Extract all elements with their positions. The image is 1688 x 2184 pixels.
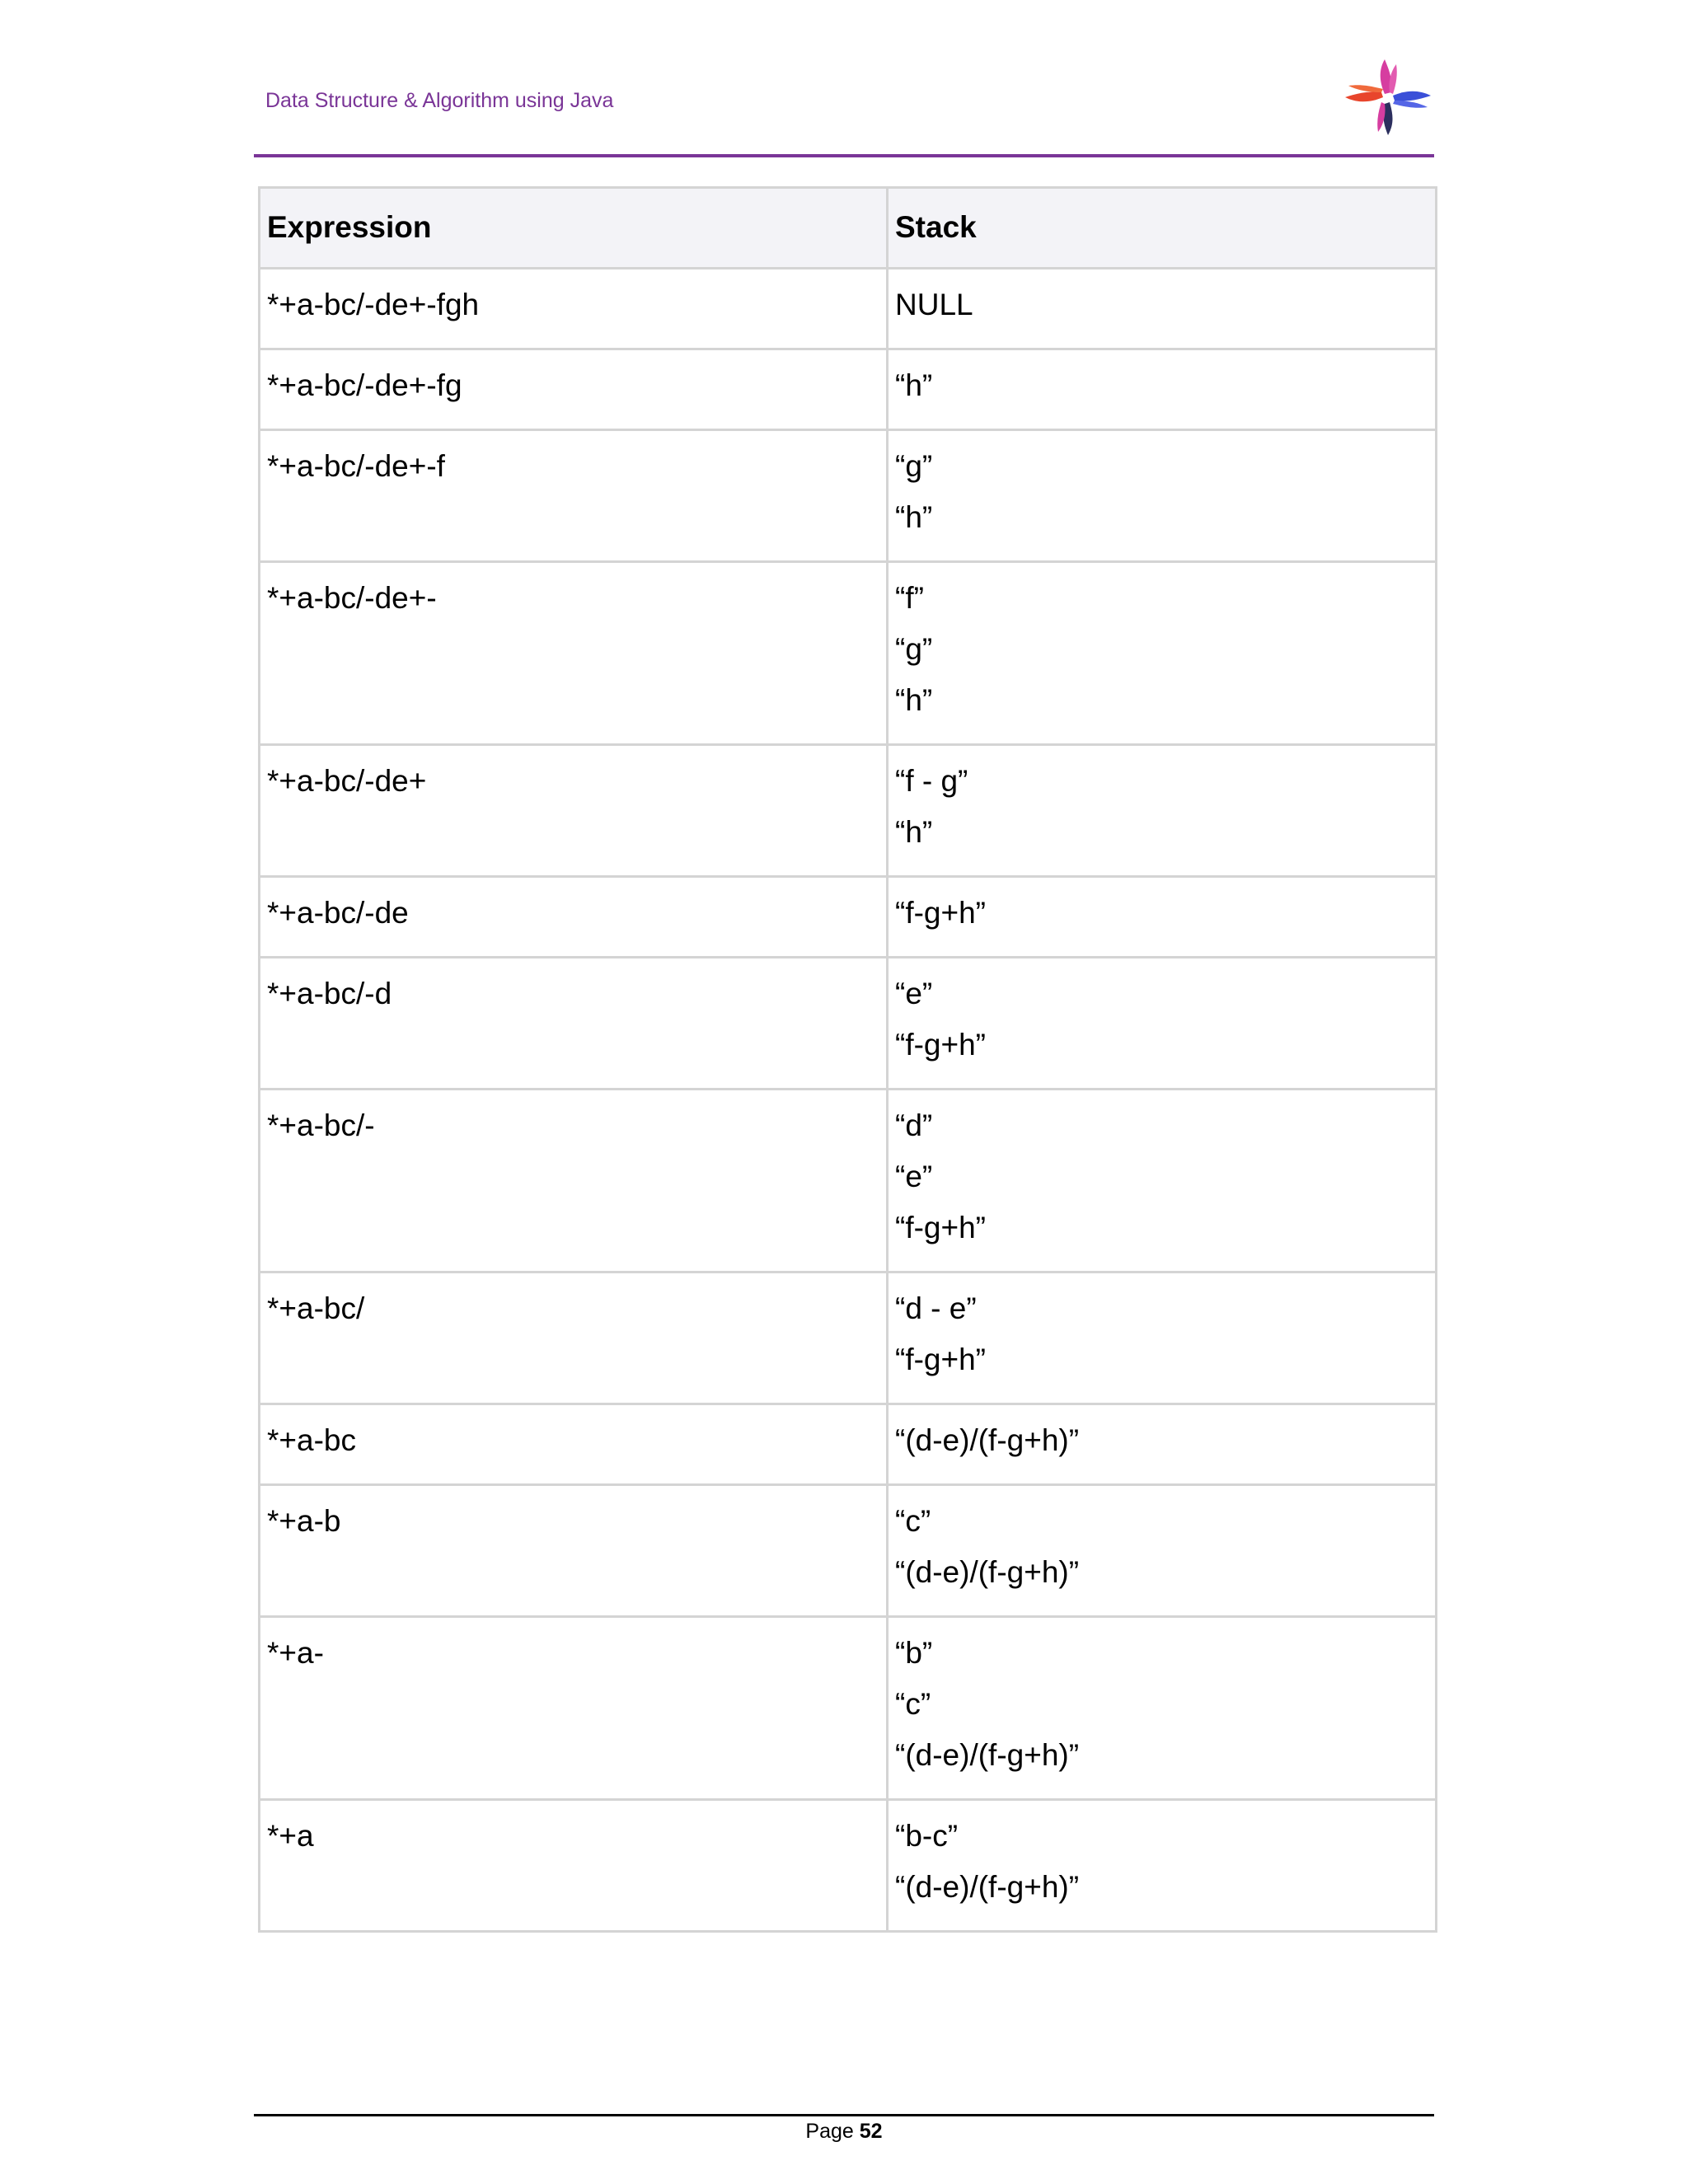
expression-cell bbox=[260, 745, 888, 877]
stack-entry: “f-g+h” bbox=[895, 1028, 987, 1062]
expression-text: *+a- bbox=[267, 1636, 324, 1670]
expression-cell bbox=[260, 1272, 888, 1404]
expression-text: *+a-bc/- bbox=[267, 1108, 375, 1142]
stack-entry: NULL bbox=[895, 288, 973, 321]
stack-cell bbox=[888, 1617, 1437, 1800]
stack-cell bbox=[888, 269, 1437, 349]
stack-entry: “(d-e)/(f-g+h)” bbox=[895, 1738, 1080, 1772]
expression-cell bbox=[260, 877, 888, 958]
stack-entry: “b” bbox=[895, 1636, 933, 1670]
document-header-title: Data Structure & Algorithm using Java bbox=[265, 89, 614, 112]
expression-cell bbox=[260, 1617, 888, 1800]
stack-entry: “e” bbox=[895, 1160, 933, 1193]
expression-cell bbox=[260, 1485, 888, 1617]
table-row bbox=[260, 877, 1437, 958]
stack-entry: “d - e” bbox=[895, 1291, 977, 1325]
stack-entry: “(d-e)/(f-g+h)” bbox=[895, 1423, 1080, 1457]
expression-text: *+a-bc bbox=[267, 1423, 356, 1457]
expression-cell bbox=[260, 958, 888, 1090]
stack-entry: “h” bbox=[895, 500, 933, 534]
table-row bbox=[260, 1617, 1437, 1800]
stack-entry: “f - g” bbox=[895, 764, 968, 798]
table-row bbox=[260, 1090, 1437, 1272]
stack-entry: “h” bbox=[895, 815, 933, 849]
stack-entry: “f” bbox=[895, 581, 924, 615]
stack-entry: “(d-e)/(f-g+h)” bbox=[895, 1555, 1080, 1589]
table-row bbox=[260, 269, 1437, 349]
stack-cell bbox=[888, 958, 1437, 1090]
expression-text: *+a-bc/-de+-f bbox=[267, 449, 445, 483]
expression-text: *+a-bc/-d bbox=[267, 977, 392, 1010]
expression-text: *+a-bc/-de+-fgh bbox=[267, 288, 480, 321]
expression-text: *+a-bc/-de bbox=[267, 896, 409, 930]
expression-stack-table bbox=[258, 186, 1437, 1933]
stack-cell bbox=[888, 877, 1437, 958]
header-divider bbox=[254, 154, 1434, 157]
expression-text: *+a-bc/-de+-fg bbox=[267, 368, 462, 402]
page-label: Page bbox=[805, 2120, 854, 2143]
stack-cell bbox=[888, 349, 1437, 430]
stack-cell bbox=[888, 562, 1437, 745]
stack-entry: “d” bbox=[895, 1108, 933, 1142]
stack-cell bbox=[888, 1090, 1437, 1272]
stack-entry: “h” bbox=[895, 683, 933, 717]
column-header-stack: Stack bbox=[888, 188, 1437, 269]
expression-text: *+a bbox=[267, 1819, 314, 1853]
stack-entry: “c” bbox=[895, 1687, 931, 1721]
stack-cell bbox=[888, 1800, 1437, 1932]
table-row bbox=[260, 1272, 1437, 1404]
stack-entry: “g” bbox=[895, 632, 933, 666]
table-row bbox=[260, 1485, 1437, 1617]
stack-entry: “f-g+h” bbox=[895, 1211, 987, 1244]
table-row bbox=[260, 958, 1437, 1090]
table-row bbox=[260, 745, 1437, 877]
expression-cell bbox=[260, 269, 888, 349]
expression-cell bbox=[260, 1800, 888, 1932]
table-body bbox=[260, 269, 1437, 1932]
stack-entry: “b-c” bbox=[895, 1819, 959, 1853]
pinwheel-logo-icon bbox=[1342, 53, 1437, 138]
stack-entry: “(d-e)/(f-g+h)” bbox=[895, 1870, 1080, 1904]
table-row bbox=[260, 349, 1437, 430]
stack-entry: “f-g+h” bbox=[895, 896, 987, 930]
expression-text: *+a-b bbox=[267, 1504, 341, 1538]
stack-cell bbox=[888, 1404, 1437, 1485]
page-footer bbox=[0, 2120, 1688, 2144]
expression-cell bbox=[260, 349, 888, 430]
stack-cell bbox=[888, 1272, 1437, 1404]
expression-cell bbox=[260, 1404, 888, 1485]
stack-entry: “e” bbox=[895, 977, 933, 1010]
expression-cell bbox=[260, 562, 888, 745]
stack-entry: “c” bbox=[895, 1504, 931, 1538]
stack-entry: “h” bbox=[895, 368, 933, 402]
table-row bbox=[260, 1800, 1437, 1932]
expression-cell bbox=[260, 430, 888, 562]
stack-cell bbox=[888, 1485, 1437, 1617]
expression-text: *+a-bc/-de+- bbox=[267, 581, 437, 615]
stack-entry: “f-g+h” bbox=[895, 1343, 987, 1376]
table-row bbox=[260, 562, 1437, 745]
table-header-row bbox=[260, 188, 1437, 269]
column-header-expression: Expression bbox=[260, 188, 888, 269]
expression-text: *+a-bc/-de+ bbox=[267, 764, 427, 798]
footer-divider bbox=[254, 2114, 1434, 2116]
stack-cell bbox=[888, 745, 1437, 877]
expression-text: *+a-bc/ bbox=[267, 1291, 365, 1325]
page-number: 52 bbox=[859, 2120, 883, 2143]
table-row bbox=[260, 1404, 1437, 1485]
expression-cell bbox=[260, 1090, 888, 1272]
table-row bbox=[260, 430, 1437, 562]
stack-cell bbox=[888, 430, 1437, 562]
stack-entry: “g” bbox=[895, 449, 933, 483]
